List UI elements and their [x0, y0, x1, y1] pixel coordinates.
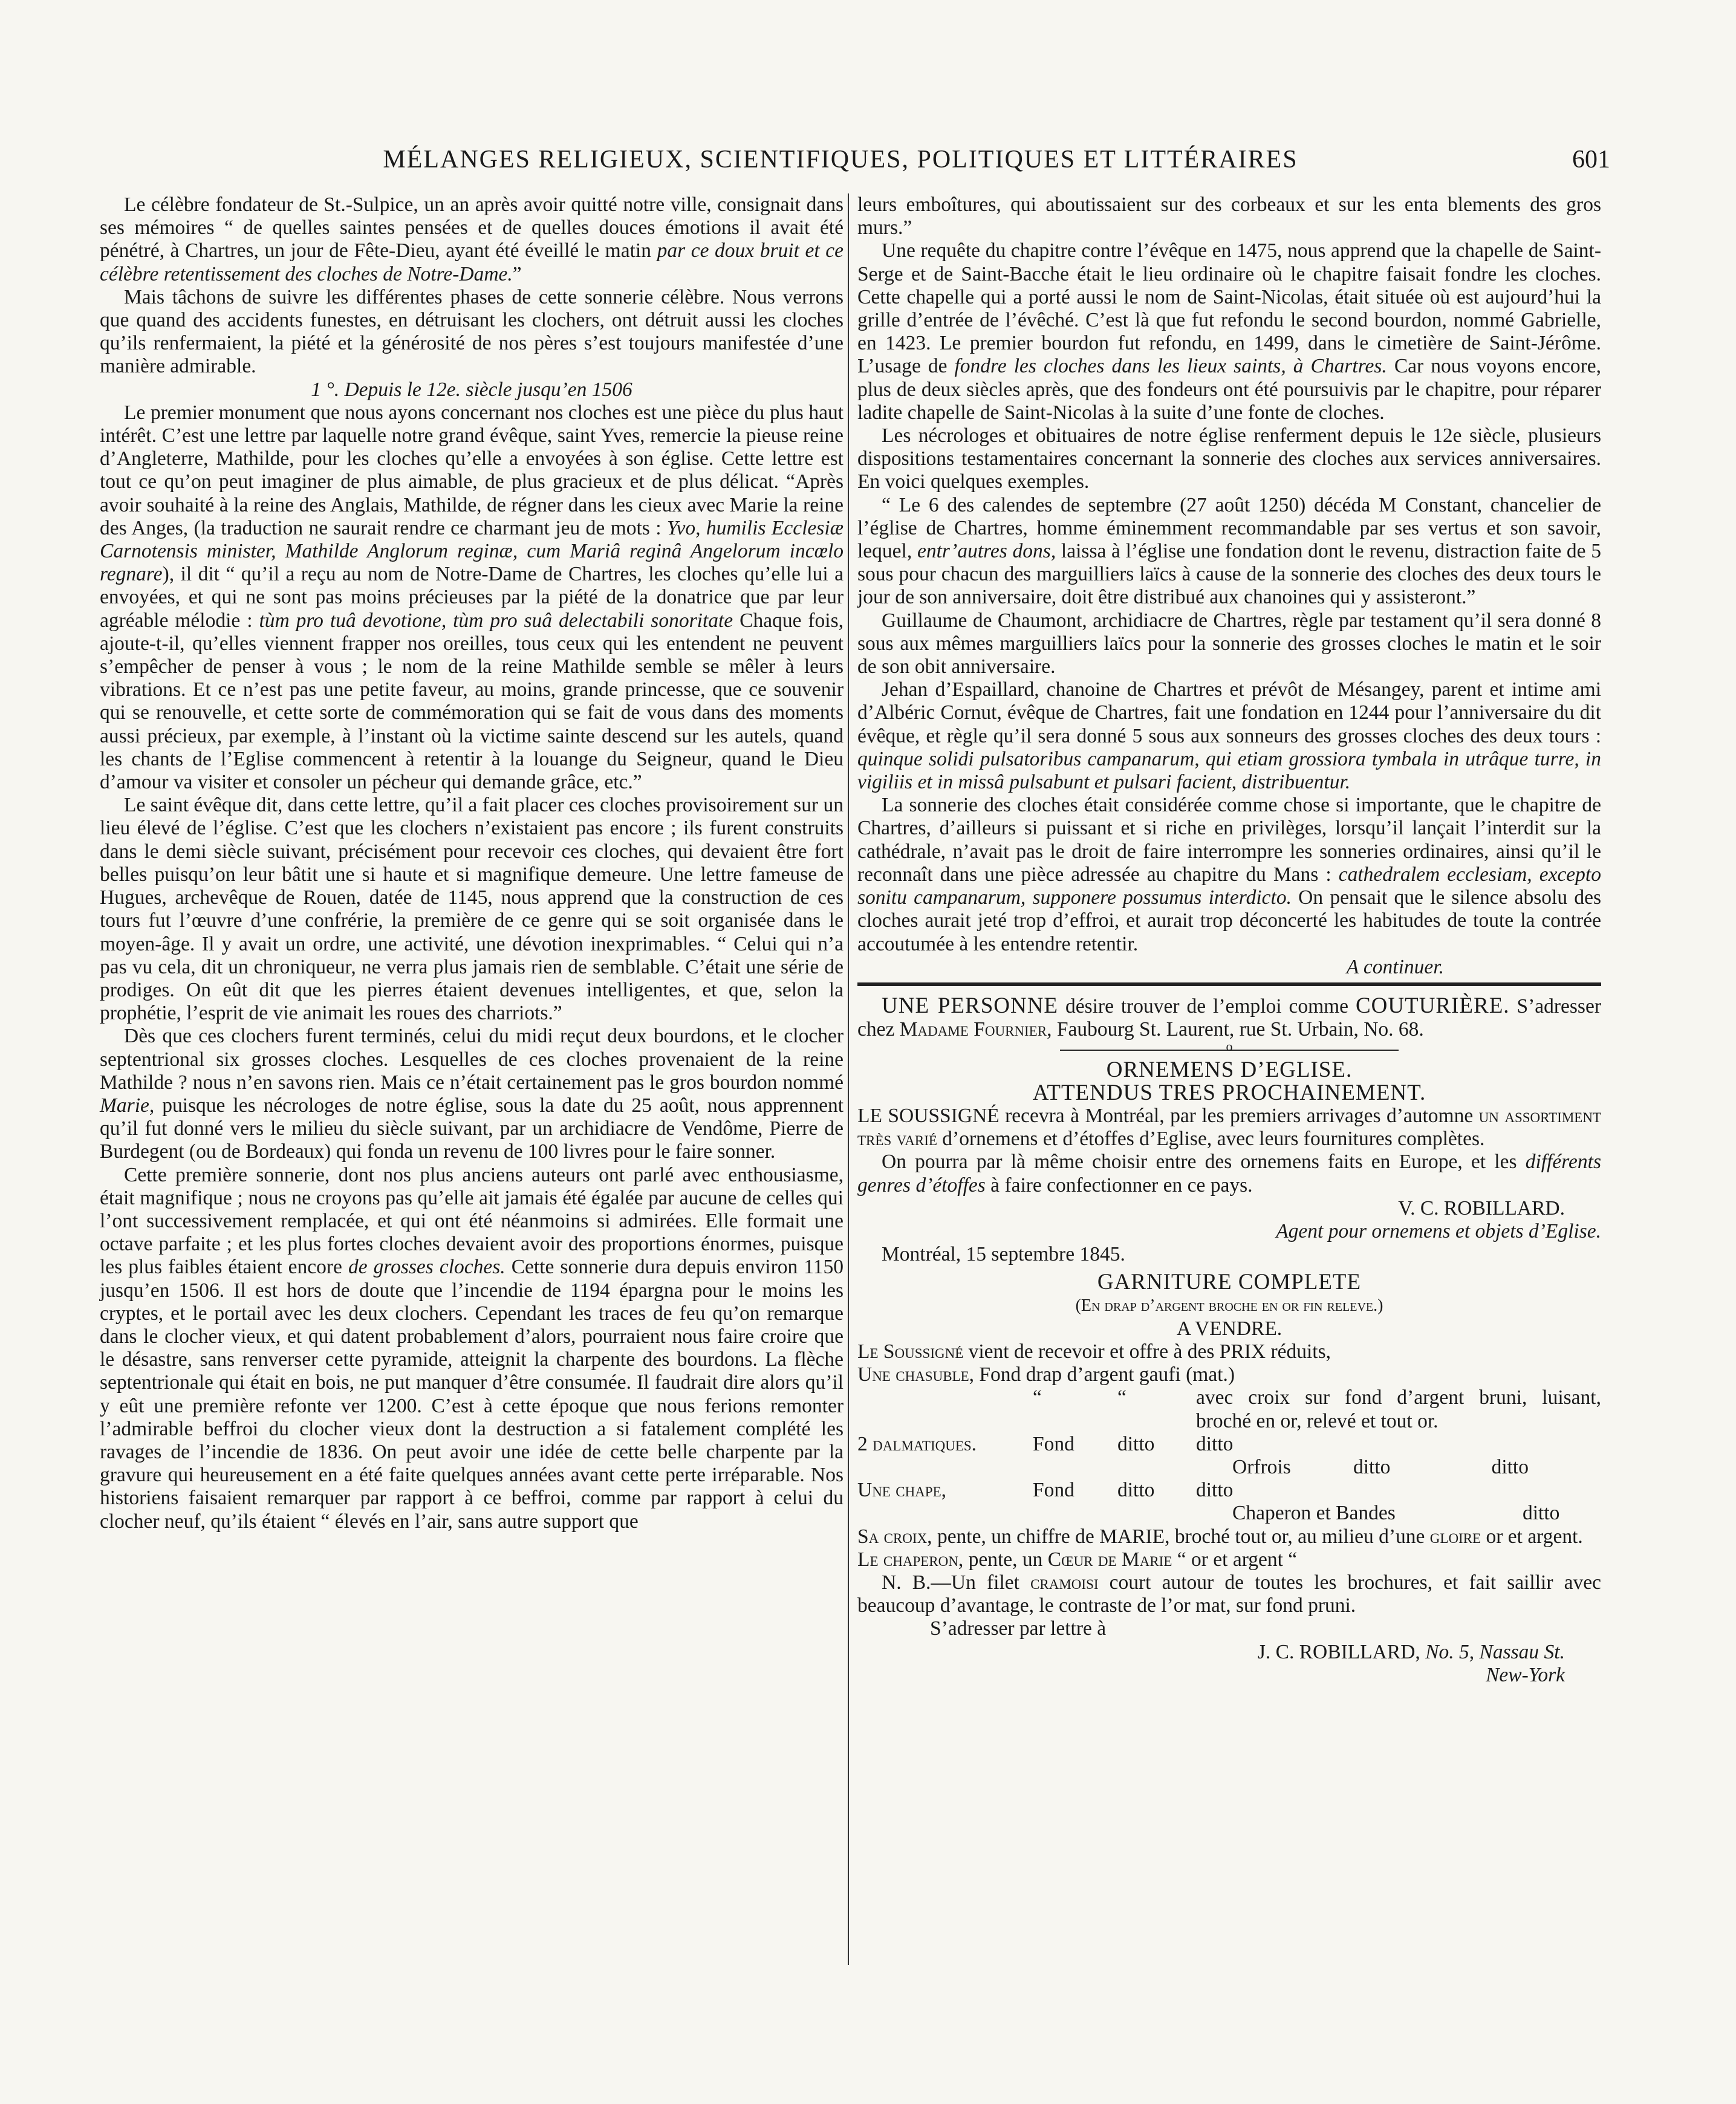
- item-row: Le chaperon, pente, un Cœur de Marie “ or et argent “: [857, 1548, 1298, 1571]
- section-rule: [857, 982, 1601, 986]
- ad-paragraph: Le Soussigné vient de recevoir et offre à des PRIX réduits,: [857, 1340, 1331, 1363]
- ad-signature-role: Agent pour ornemens et objets d’Eglise.: [1276, 1219, 1601, 1242]
- ad-paragraph: LE SOUSSIGNÉ recevra à Montréal, par les premiers arrivages d’automne un assortiment très varié d’ornemens et d’étoffes d’Eglise, avec leurs fournitures complètes.: [857, 1104, 1601, 1151]
- ad-signature: V. C. ROBILLARD.: [1398, 1196, 1565, 1219]
- article-paragraph: leurs emboîtures, qui aboutissaient sur des corbeaux et sur les enta blements des gros murs.”: [857, 193, 1601, 239]
- item-row: 2 dalmatiques. Fond ditto ditto: [857, 1432, 1234, 1455]
- continuation-note: A continuer.: [1346, 955, 1444, 978]
- separator-ornament: o: [1226, 1039, 1233, 1054]
- running-header: MÉLANGES RELIGIEUX, SCIENTIFIQUES, POLITIQUES ET LITTÉRAIRES: [383, 146, 1298, 174]
- article-paragraph: “ Le 6 des calendes de septembre (27 août 1250) décéda M Constant, chancelier de l’église de Chartres, homme éminemment recommandable par ses vertus et son savoir, lequel, entr’autres dons, laissa à l’église une fondation dont le revenu, distraction faite de 5 sous pour chacun des marguilliers laïcs à cause de la sonnerie des cloches des deux tours le jour de son anniversaire, doit être distribué aux chanoines qui y assisteront.”: [857, 493, 1601, 609]
- article-paragraph: Une requête du chapitre contre l’évêque en 1475, nous apprend que la chapelle de Saint-Serge et de Saint-Bacche était le lieu ordinaire où le chapitre faisait fondre les cloches. Cette chapelle qui a porté aussi le nom de Saint-Nicolas, était située où est aujourd’hui la grille d’entrée de l’évêché. C’est là que fut refondu le second bourdon, nommé Gabrielle, en 1423. Le premier bourdon fut refondu, en 1499, dans le cimetière de Saint-Jérôme. L’usage de fondre les cloches dans les lieux saints, à Chartres. Car nous voyons encore, plus de deux siècles après, que des fondeurs ont été poursuivis par le chapitre, pour réparer ladite chapelle de Saint-Nicolas à la suite d’une fonte de cloches.: [857, 239, 1601, 424]
- item-row: Orfrois ditto ditto: [1232, 1455, 1529, 1478]
- ad-address-intro: S’adresser par lettre à: [930, 1617, 1107, 1640]
- ad-note: N. B.—Un filet cramoisi court autour de toutes les brochures, et fait saillir avec beaucoup d’avantage, le contraste de l’or mat, sur fond pruni.: [857, 1571, 1601, 1617]
- section-heading: 1 °. Depuis le 12e. siècle jusqu’en 1506: [311, 378, 632, 401]
- article-paragraph: Le célèbre fondateur de St.-Sulpice, un an après avoir quitté notre ville, consignait dans ses mémoires “ de quelles saintes pensées et de quelles douces émotions il avait été pénétré, à Chartres, un jour de Fête-Dieu, ayant été éveillé le matin par ce doux bruit et ce célèbre retentissement des cloches de Notre-Dame.”: [100, 193, 844, 285]
- ad-subtitle: (En drap d’argent broche en or fin releve.): [1075, 1296, 1383, 1315]
- ad-paragraph: On pourra par là même choisir entre des ornemens faits en Europe, et les différents genres d’étoffes à faire confectionner en ce pays.: [857, 1151, 1601, 1196]
- article-paragraph: Cette première sonnerie, dont nos plus anciens auteurs ont parlé avec enthousiasme, était magnifique ; nous ne croyons pas qu’elle ait jamais été égalée par aucune de celles qui l’ont successivement remplacée, et qui ont été néanmoins si admirées. Elle formait une octave parfaite ; et les plus fortes cloches devaient avoir des proportions énormes, puisque les plus faibles étaient encore de grosses cloches. Cette sonnerie dura depuis environ 1150 jusqu’en 1506. Il est hors de doute que l’incendie de 1194 épargna pour le moins les cryptes, et le portail avec les deux clochers. Cependant les traces de feu qu’on remarque dans le clocher vieux, et qui datent probablement d’alors, pourraient nous faire croire que le désastre, sans renverser cette pyramide, atteignit la charpente des bourdons. La flèche septentrionale qui était en bois, ne put manquer d’être consumée. Il faudrait dire alors qu’il y eût une première refonte ver 1200. C’est à cette époque que nous ferions remonter l’admirable beffroi du clocher vieux dont la destruction a si fatalement complété les ravages de l’incendie de 1836. On peut avoir une idée de cette belle charpente par la gravure qui heureusement en a été faite quelques années avant cette perte irréparable. Nos historiens faisaient remarquer par rapport à ce beffroi, comme par rapport à celui du clocher neuf, qu’ils étaient “ élevés en l’air, sans autre support que: [100, 1163, 844, 1533]
- ad-date: Montréal, 15 septembre 1845.: [882, 1243, 1125, 1266]
- article-paragraph: Jehan d’Espaillard, chanoine de Chartres et prévôt de Mésangey, parent et intime ami d’Albéric Cornut, évêque de Chartres, fait une fondation en 1244 pour l’anniversaire du dit évêque, et règle qu’il sera donné 5 sous aux sonneurs des grosses cloches des deux tours : quinque solidi pulsatoribus campanarum, qui etiam grossiora tymbala in utrâque turre, in vigiliis et in missâ pulsabunt et pulsari facient, distribuentur.: [857, 678, 1601, 794]
- column-divider: [848, 193, 849, 1965]
- item-row: Une chape, Fond ditto ditto: [857, 1479, 1234, 1502]
- ad-subtitle: ATTENDUS TRES PROCHAINEMENT.: [1032, 1080, 1426, 1105]
- article-paragraph: Les nécrologes et obituaires de notre église renferment depuis le 12e siècle, plusieurs dispositions testamentaires concernant la sonnerie des cloches aux services anniversaires. En voici quelques exemples.: [857, 424, 1601, 493]
- item-row: “ “ avec croix sur fond d’argent bruni, luisant, broché en or, relevé et tout or.: [1033, 1386, 1601, 1432]
- ad-label: A VENDRE.: [1176, 1317, 1282, 1340]
- item-row: Sa croix, pente, un chiffre de MARIE, broché tout or, au milieu d’une gloire or et argent.: [857, 1525, 1583, 1548]
- ad-address-city: New-York: [1486, 1663, 1565, 1686]
- left-column: [100, 193, 844, 1533]
- item-row: Chaperon et Bandes ditto: [1232, 1502, 1560, 1525]
- article-paragraph: Le saint évêque dit, dans cette lettre, qu’il a fait placer ces cloches provisoirement sur un lieu élevé de l’église. C’est que les clochers n’existaient pas encore ; ils furent construits dans le demi siècle suivant, précisément pour recevoir ces cloches, qui devaient être fort belles puisqu’on leur bâtit une si haute et si magnifique demeure. Une lettre fameuse de Hugues, archevêque de Rouen, datée de 1145, nous apprend que la construction de ces tours fut l’œuvre d’une confrérie, la première de ce genre qui se soit organisée dans le moyen-âge. Il y avait un ordre, une activité, une dévotion inexprimables. “ Celui qui n’a pas vu cela, dit un chroniqueur, ne verra plus jamais rien de semblable. C’était une série de prodiges. On eût dit que les pierres étaient devenues intelligentes, et que, selon la prophétie, l’esprit de vie animait les roues des charriots.”: [100, 794, 844, 1025]
- ad-address: J. C. ROBILLARD, No. 5, Nassau St.: [1257, 1640, 1565, 1663]
- page-number: 601: [1572, 146, 1610, 174]
- classified-ad: UNE PERSONNE désire trouver de l’emploi comme COUTURIÈRE. S’adresser chez Madame Fournier, Faubourg St. Laurent, rue St. Urbain, No. 68.: [857, 993, 1601, 1041]
- article-paragraph: Guillaume de Chaumont, archidiacre de Chartres, règle par testament qu’il sera donné 8 sous aux mêmes marguilliers laïcs pour la sonnerie des grosses cloches le matin et le soir de son obit anniversaire.: [857, 609, 1601, 678]
- item-row: Une chasuble, Fond drap d’argent gaufi (mat.): [857, 1363, 1235, 1386]
- right-column: [857, 193, 1601, 1687]
- ad-title: GARNITURE COMPLETE: [1097, 1270, 1362, 1295]
- article-paragraph: Dès que ces clochers furent terminés, celui du midi reçut deux bourdons, et le clocher septentrional six grosses cloches. Lesquelles de ces cloches provenaient de la reine Mathilde ? nous n’en savons rien. Mais ce n’était certainement pas le gros bourdon nommé Marie, puisque les nécrologes de notre église, sous la date du 25 août, nous apprennent qu’il fut donné vers le milieu du siècle suivant, par un archidiacre de Vendôme, Pierre de Burdegent (ou de Bordeaux) qui fonda un revenu de 100 livres pour le faire sonner.: [100, 1025, 844, 1163]
- article-paragraph: Mais tâchons de suivre les différentes phases de cette sonnerie célèbre. Nous verrons que quand des accidents funestes, en détruisant les clochers, ont détruit aussi les cloches qu’ils renfermaient, la piété et la générosité de nos pères s’est toujours manifestée d’une manière admirable.: [100, 285, 844, 378]
- ad-title: ORNEMENS D’EGLISE.: [1106, 1057, 1353, 1082]
- article-paragraph: Le premier monument que nous ayons concernant nos cloches est une pièce du plus haut intérêt. C’est une lettre par laquelle notre grand évêque, saint Yves, remercie la pieuse reine d’Angleterre, Mathilde, pour les cloches qu’elle a envoyées à son église. Cette lettre est tout ce qu’on peut imaginer de plus aimable, de plus gracieux et de plus délicat. “Après avoir souhaité à la reine des Anglais, Mathilde, de régner dans les cieux avec Marie la reine des Anges, (la traduction ne saurait rendre ce charmant jeu de mots : Yvo, humilis Ecclesiæ Carnotensis minister, Mathilde Anglorum reginæ, cum Mariâ reginâ Angelorum incœlo regnare), il dit “ qu’il a reçu au nom de Notre-Dame de Chartres, les cloches qu’elle lui a envoyées, et qui ne sont pas moins précieuses par la piété de la donatrice que par leur agréable mélodie : tùm pro tuâ devotione, tùm pro suâ delectabili sonoritate Chaque fois, ajoute-t-il, qu’elles viennent frapper nos oreilles, tous ceux qui les entendent ne peuvent s’empêcher de penser à vous ; le nom de la reine Mathilde semble se mêler à leurs vibrations. Et ce n’est pas une petite faveur, au moins, grande princesse, que ce souvenir qui se renouvelle, et cette sorte de commémoration qui se fait de vous dans des moments aussi précieux, par exemple, à l’instant où la victime sainte descend sur les autels, quand les chants de l’Eglise commencent à retentir à la louange du Seigneur, quand le Dieu d’amour va visiter et consoler un pécheur qui demande grâce, etc.”: [100, 401, 844, 794]
- article-paragraph: La sonnerie des cloches était considérée comme chose si importante, que le chapitre de Chartres, d’ailleurs si puissant et si riche en privilèges, lorsqu’il lançait l’interdit sur la cathédrale, n’avait pas le droit de faire interrompre les sonneries ordinaires, ainsi qu’il le reconnaît dans une pièce adressée au chapitre du Mans : cathedralem ecclesiam, excepto sonitu campanarum, supponere possumus interdicto. On pensait que le silence absolu des cloches aurait jeté trop d’effroi, et aurait trop déconcerté les habitudes de toute la contrée accoutumée à les entendre retentir.: [857, 794, 1601, 955]
